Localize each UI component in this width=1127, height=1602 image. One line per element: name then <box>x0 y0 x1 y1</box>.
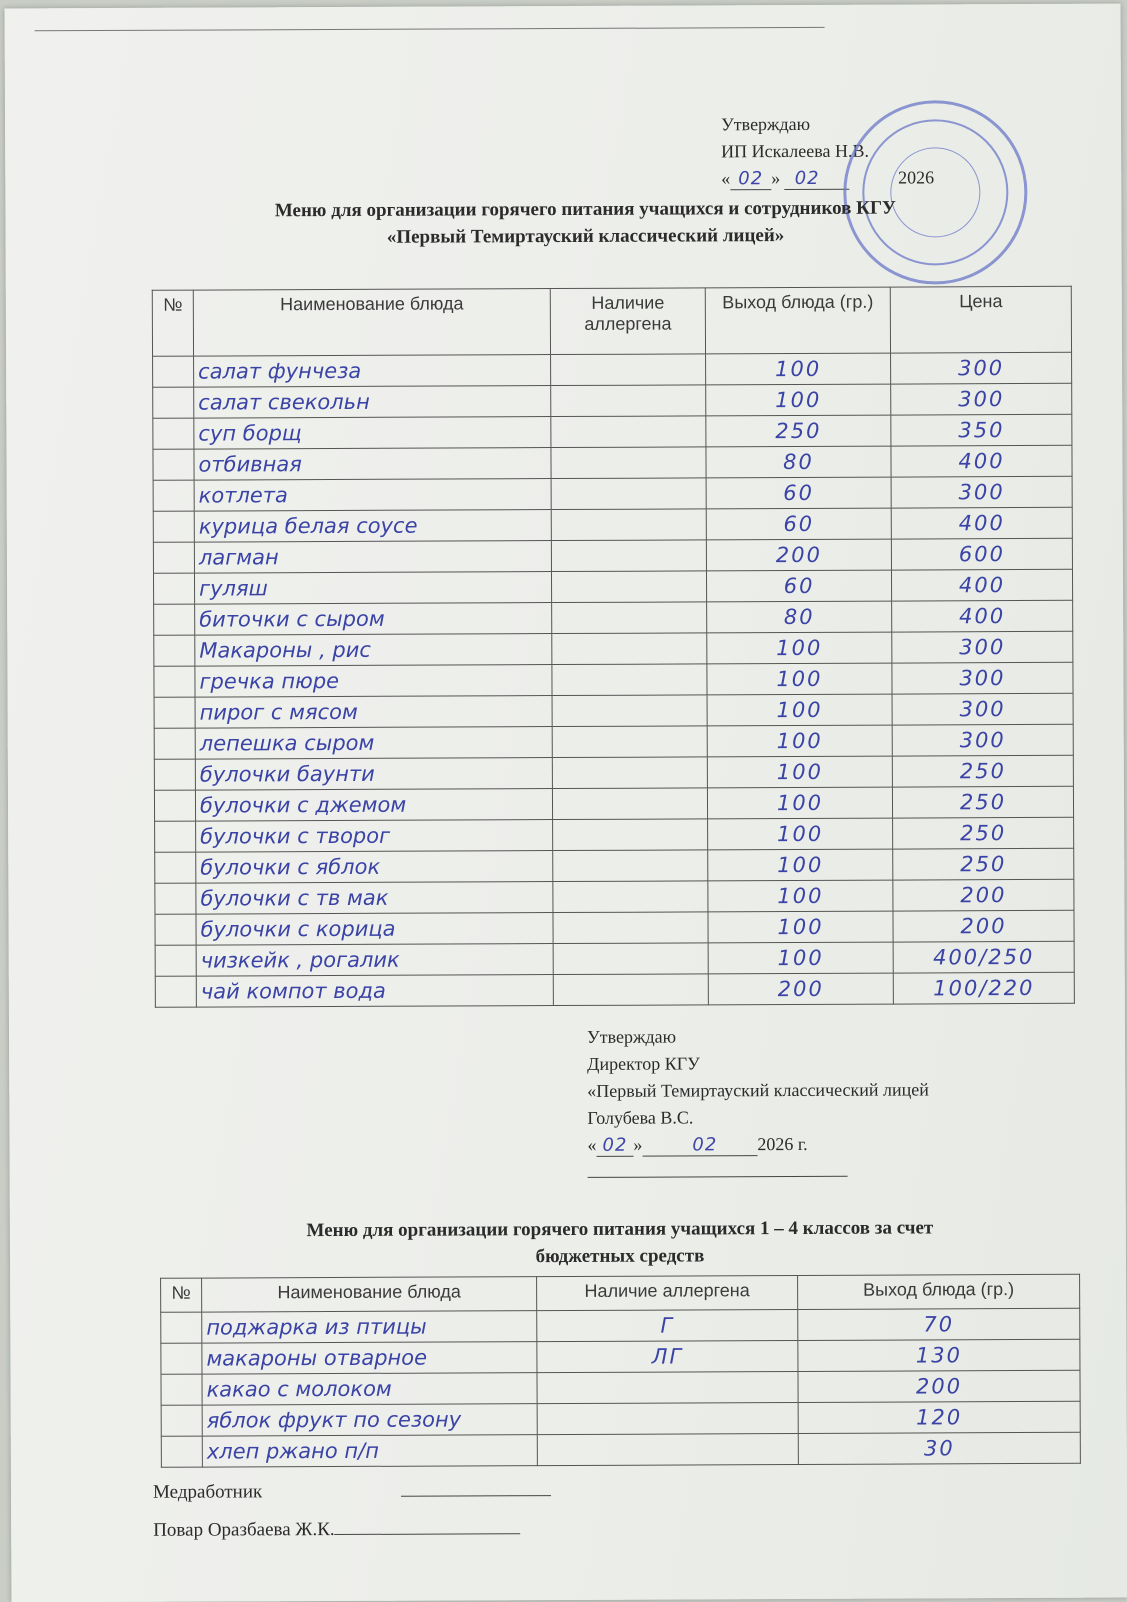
document-page <box>5 4 1127 1602</box>
col-number: № <box>152 290 193 356</box>
dish-price: 300 <box>892 693 1073 725</box>
dish-price: 300 <box>892 662 1073 694</box>
dish-price: 250 <box>893 817 1074 849</box>
dish-yield: 100 <box>707 632 892 664</box>
dish-name: Макароны , рис <box>195 634 552 667</box>
dish-price: 100/220 <box>893 972 1074 1004</box>
approval-date: « 02 » 02 2026 г. <box>587 1133 808 1156</box>
dish-price: 400/250 <box>893 941 1074 973</box>
dish-price: 350 <box>891 414 1072 446</box>
dish-yield: 100 <box>706 353 891 385</box>
dish-yield: 100 <box>707 787 892 819</box>
menu1-header-row <box>152 286 1071 356</box>
dish-yield: 80 <box>706 446 891 478</box>
col-yield: Выход блюда (гр.) <box>798 1274 1080 1309</box>
menu2-table <box>160 1274 1081 1468</box>
table-row <box>154 724 1073 759</box>
col-allergen: Наличие аллергена <box>537 1275 798 1310</box>
table-row <box>154 755 1073 790</box>
table-row <box>153 569 1072 604</box>
signature-line <box>588 1158 848 1178</box>
approval-year: 2026 <box>898 167 935 188</box>
col-price: Цена <box>890 286 1071 353</box>
table-row <box>153 352 1072 387</box>
dish-allergen: ЛГ <box>537 1340 798 1372</box>
approval-date: « 02 » 02 2026 <box>721 167 935 190</box>
dish-name: макароны отварное <box>202 1342 537 1374</box>
table-row <box>154 662 1073 697</box>
dish-yield: 30 <box>798 1432 1080 1464</box>
dish-price: 200 <box>893 879 1074 911</box>
dish-price: 300 <box>891 383 1072 415</box>
dish-yield: 130 <box>798 1339 1080 1371</box>
dish-yield: 100 <box>707 663 892 695</box>
top-rule <box>35 27 825 31</box>
dish-name: отбивная <box>194 448 551 481</box>
dish-yield: 100 <box>708 880 893 912</box>
table-row <box>155 817 1074 852</box>
approval-year: 2026 г. <box>757 1133 808 1155</box>
dish-name: яблок фрукт по сезону <box>202 1404 537 1436</box>
dish-name: булочки с джемом <box>195 789 552 822</box>
approval-month: 02 <box>785 168 850 190</box>
table-row <box>153 383 1072 418</box>
approval-month: 02 <box>642 1134 757 1157</box>
dish-price: 400 <box>891 445 1072 477</box>
table-row <box>153 445 1072 480</box>
dish-yield: 100 <box>707 756 892 788</box>
approval-signer: ИП Искалеева Н.В. <box>721 140 870 162</box>
signature-line <box>401 1481 551 1497</box>
dish-name: булочки баунти <box>195 758 552 791</box>
table-row <box>155 848 1074 883</box>
dish-price: 250 <box>893 848 1074 880</box>
dish-name: гречка пюре <box>195 665 552 698</box>
dish-yield: 250 <box>706 415 891 447</box>
table-row <box>161 1308 1080 1343</box>
dish-yield: 80 <box>707 601 892 633</box>
dish-yield: 60 <box>706 477 891 509</box>
dish-name: поджарка из птицы <box>202 1311 537 1343</box>
dish-name: какао с молоком <box>202 1373 537 1405</box>
signature-line <box>335 1519 521 1535</box>
dish-yield: 100 <box>708 911 893 943</box>
dish-price: 200 <box>893 910 1074 942</box>
dish-yield: 100 <box>706 384 891 416</box>
bottom-approval <box>587 1022 929 1185</box>
approval-day: 02 <box>596 1135 633 1157</box>
table-row <box>153 538 1072 573</box>
table-row <box>161 1370 1080 1405</box>
dish-name: пирог с мясом <box>195 696 552 729</box>
dish-yield: 100 <box>708 849 893 881</box>
dish-yield: 60 <box>706 508 891 540</box>
dish-name: салат свекольн <box>194 386 551 419</box>
dish-price: 400 <box>891 507 1072 539</box>
dish-yield: 200 <box>708 973 893 1005</box>
dish-yield: 100 <box>708 942 893 974</box>
approval-label: Утверждаю <box>586 1026 677 1047</box>
approval-name: Голубева В.С. <box>587 1107 694 1128</box>
table-row <box>153 414 1072 449</box>
table-row <box>161 1432 1080 1467</box>
dish-yield: 200 <box>706 539 891 571</box>
dish-name: котлета <box>194 479 551 512</box>
cook-signature: Повар Оразбаева Ж.К. <box>153 1510 551 1550</box>
col-dish-name: Наименование блюда <box>193 289 550 357</box>
menu2-header-row <box>161 1274 1080 1312</box>
menu1-table <box>152 286 1075 1008</box>
dish-name: хлеп ржано п/п <box>202 1435 537 1467</box>
dish-name: чай компот вода <box>196 975 553 1008</box>
dish-price: 300 <box>892 631 1073 663</box>
dish-name: суп борщ <box>194 417 551 450</box>
dish-name: биточки с сыром <box>195 603 552 636</box>
dish-yield: 100 <box>708 818 893 850</box>
menu1-title: Меню для организации горячего питания учащихся и сотрудников КГУ «Первый Темиртауский классический лицей» <box>274 197 897 248</box>
col-yield: Выход блюда (гр.) <box>705 287 890 354</box>
table-row <box>154 693 1073 728</box>
dish-price: 300 <box>891 476 1072 508</box>
approval-day: 02 <box>730 168 771 190</box>
dish-name: лепешка сыром <box>195 727 552 760</box>
footer-signatures <box>153 1472 551 1550</box>
menu2-title: Меню для организации горячего питания учащихся 1 – 4 классов за счет бюджетных средств <box>306 1217 934 1268</box>
dish-name: гуляш <box>194 572 551 605</box>
dish-price: 300 <box>892 724 1073 756</box>
dish-price: 600 <box>891 538 1072 570</box>
dish-name: чизкейк , рогалик <box>196 944 553 977</box>
approval-role: Директор КГУ <box>587 1053 700 1074</box>
col-dish-name: Наименование блюда <box>202 1277 537 1312</box>
table-row <box>153 476 1072 511</box>
dish-name: салат фунчеза <box>194 355 551 388</box>
dish-yield: 120 <box>798 1401 1080 1433</box>
approval-org: «Первый Темиртауский классический лицей <box>587 1079 929 1101</box>
table-row <box>161 1401 1080 1436</box>
table-row <box>153 507 1072 542</box>
dish-yield: 100 <box>707 725 892 757</box>
dish-yield: 60 <box>706 570 891 602</box>
dish-name: булочки с яблок <box>196 851 553 884</box>
table-row <box>155 879 1074 914</box>
table-row <box>155 941 1074 976</box>
dish-allergen <box>537 1371 798 1403</box>
seal-stamp <box>843 100 1028 285</box>
dish-allergen <box>537 1402 798 1434</box>
table-row <box>161 1339 1080 1374</box>
dish-allergen: Г <box>537 1309 798 1341</box>
dish-price: 250 <box>892 755 1073 787</box>
dish-yield: 200 <box>798 1370 1080 1402</box>
dish-name: булочки с корица <box>196 913 553 946</box>
dish-allergen <box>537 1433 798 1465</box>
approval-label: Утверждаю <box>720 113 811 135</box>
dish-price: 300 <box>891 352 1072 384</box>
table-row <box>155 910 1074 945</box>
medic-signature: Медработник <box>153 1472 551 1512</box>
col-allergen: Наличие аллергена <box>550 288 705 355</box>
dish-yield: 70 <box>798 1308 1080 1340</box>
dish-name: булочки с творог <box>196 820 553 853</box>
dish-name: булочки с тв мак <box>196 882 553 915</box>
table-row <box>154 786 1073 821</box>
dish-name: курица белая соусе <box>194 510 551 543</box>
col-number: № <box>161 1278 202 1312</box>
dish-price: 400 <box>892 600 1073 632</box>
dish-price: 250 <box>892 786 1073 818</box>
dish-name: лагман <box>194 541 551 574</box>
table-row <box>155 972 1074 1007</box>
dish-price: 400 <box>891 569 1072 601</box>
dish-yield: 100 <box>707 694 892 726</box>
table-row <box>154 600 1073 635</box>
table-row <box>154 631 1073 666</box>
